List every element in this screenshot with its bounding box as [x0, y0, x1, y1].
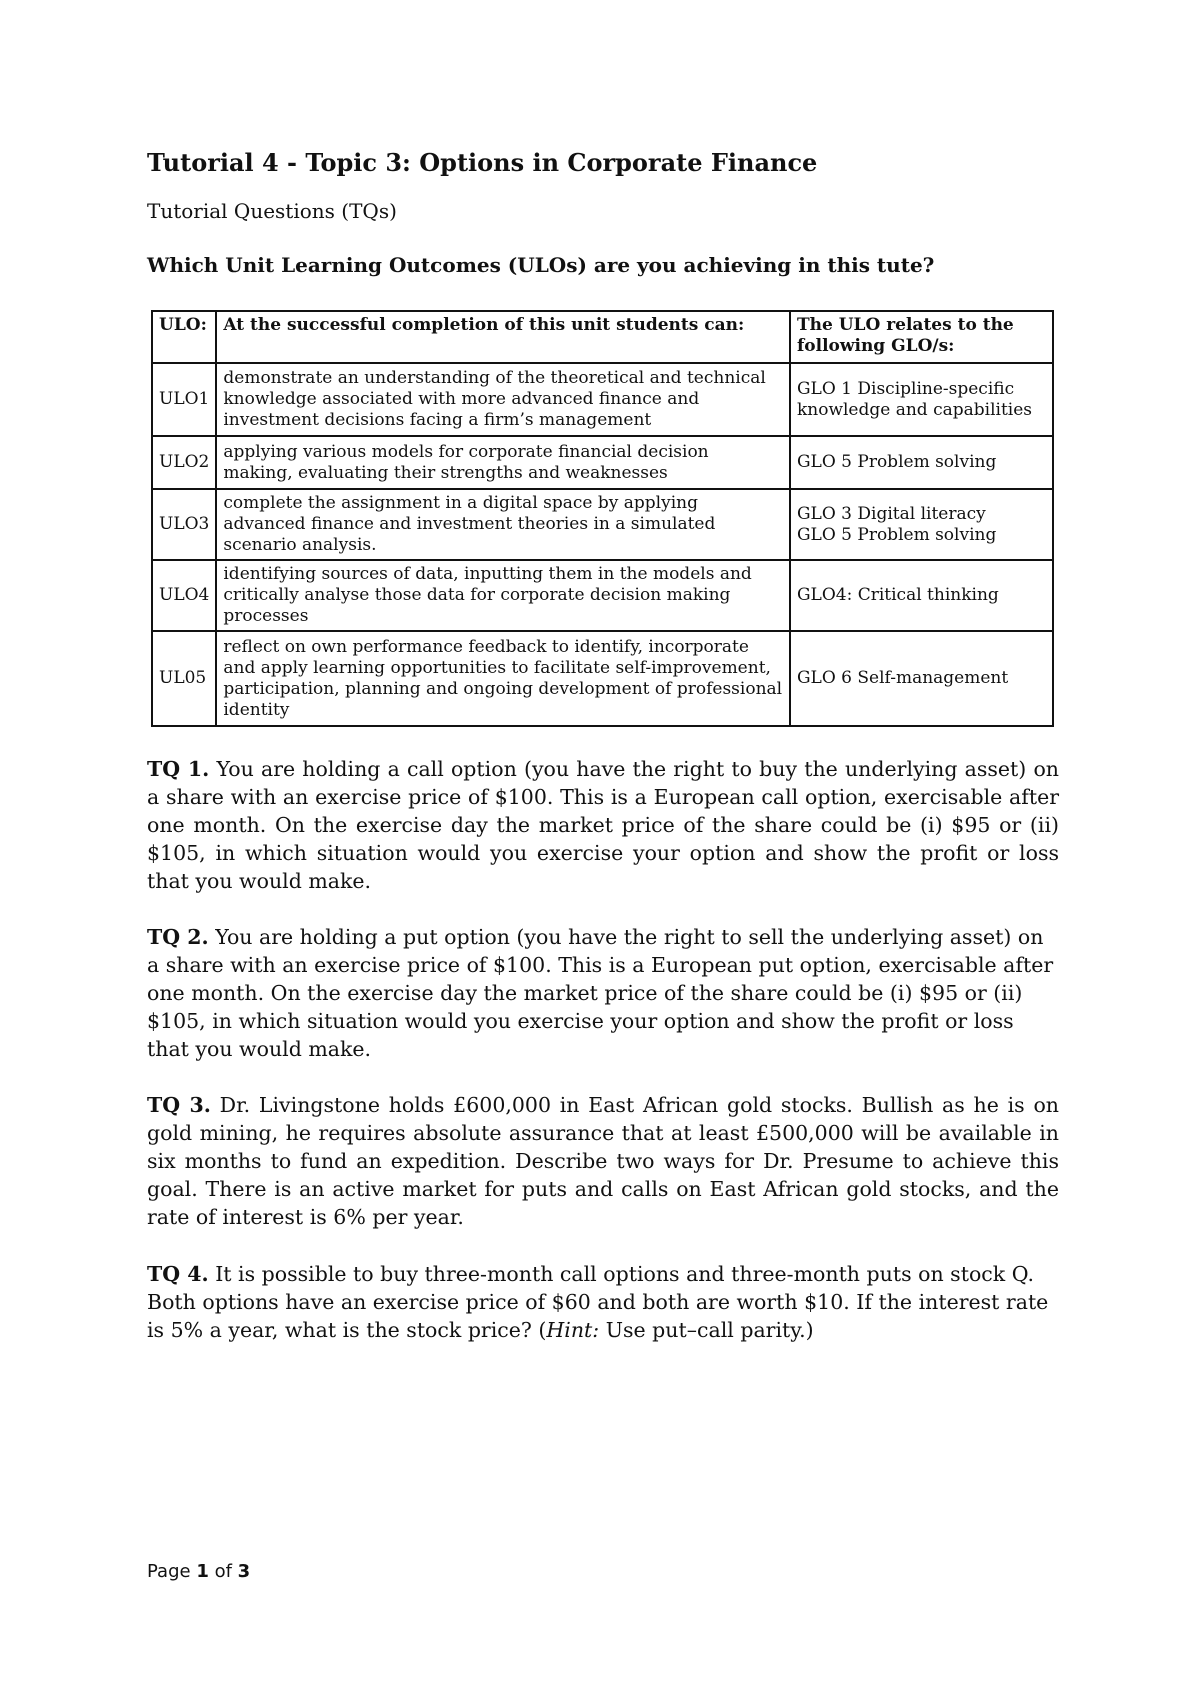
- ulo-description-header: At the successful completion of this unit students can:: [216, 311, 790, 363]
- question-label: TQ 3.: [147, 1093, 211, 1117]
- of-word: of: [214, 1561, 232, 1582]
- question-text: Dr. Livingstone holds £600,000 in East African gold stocks. Bullish as he is on gold mining, he requires absolute assurance that at least £500,000 will be available in six months to fund an expedition. Describe two ways for Dr. Presume to achieve this goal. There is an active market for puts and calls on East African gold stocks, and the rate of interest is 6% per year.: [147, 1093, 1059, 1229]
- ulo-code: ULO1: [152, 363, 216, 436]
- document-subtitle: Tutorial Questions (TQs): [147, 199, 397, 223]
- ulo-code: ULO2: [152, 436, 216, 489]
- ulo-row: [152, 489, 1053, 560]
- ulo-glo-cell: [790, 489, 1053, 560]
- ulo-code: UL05: [152, 631, 216, 726]
- ulo-glo: GLO4: Critical thinking: [796, 585, 999, 605]
- ulo-row: [152, 436, 1053, 489]
- tutorial-question-4: [147, 1260, 1059, 1344]
- ulo-row: [152, 363, 1053, 436]
- ulo-glo: GLO 5 Problem solving: [796, 524, 997, 545]
- ulo-table-header-row: [152, 311, 1053, 363]
- question-label: TQ 1.: [147, 757, 210, 781]
- ulo-row: [152, 560, 1053, 631]
- ulo-code-header: ULO:: [152, 311, 216, 363]
- ulo-description: complete the assignment in a digital space by applying advanced finance and investment theories in a simulated scenario analysis.: [216, 489, 790, 560]
- total-pages-number: 3: [237, 1561, 251, 1582]
- page-number-footer: [147, 1560, 250, 1584]
- ulo-code: ULO3: [152, 489, 216, 560]
- tutorial-question-2: [147, 923, 1059, 1063]
- question-label: TQ 2.: [147, 925, 209, 949]
- ulo-glo-cell: [790, 363, 1053, 436]
- ulo-description: demonstrate an understanding of the theoretical and technical knowledge associated with more advanced finance and investment decisions facing a firm’s management: [216, 363, 790, 436]
- tutorial-question-3: [147, 1091, 1059, 1231]
- ulo-description: identifying sources of data, inputting them in the models and critically analyse those data for corporate decision making processes: [216, 560, 790, 631]
- hint-label: Hint:: [546, 1318, 600, 1342]
- ulo-glo: GLO 3 Digital literacy: [796, 503, 986, 524]
- ulo-code: ULO4: [152, 560, 216, 631]
- ulo-description: reflect on own performance feedback to identify, incorporate and apply learning opportunities to facilitate self-improvement, participation, planning and ongoing development of professional identity: [216, 631, 790, 726]
- page-word: Page: [147, 1561, 191, 1582]
- ulo-glo-header: The ULO relates to the following GLO/s:: [790, 311, 1053, 363]
- ulo-glo: GLO 1 Discipline-specific knowledge and capabilities: [796, 378, 1033, 420]
- ulo-glo: GLO 5 Problem solving: [796, 452, 997, 472]
- document-title: Tutorial 4 - Topic 3: Options in Corporate Finance: [147, 148, 818, 177]
- question-label: TQ 4.: [147, 1262, 209, 1286]
- question-text: You are holding a put option (you have the right to sell the underlying asset) on a share with an exercise price of $100. This is a European put option, exercisable after one month. On the exercise day the market price of the share could be (i) $95 or (ii) $105, in which situation would you exercise your option and show the profit or loss that you would make.: [147, 925, 1054, 1061]
- ulo-row: [152, 631, 1053, 726]
- ulo-table: [151, 310, 1054, 727]
- ulo-glo-cell: [790, 560, 1053, 631]
- ulo-glo: GLO 6 Self-management: [796, 668, 1009, 688]
- ulo-glo-cell: [790, 631, 1053, 726]
- question-text: You are holding a call option (you have the right to buy the underlying asset) on a share with an exercise price of $100. This is a European call option, exercisable after one month. On the exercise day the market price of the share could be (i) $95 or (ii) $105, in which situation would you exercise your option and show the profit or loss that you would make.: [147, 757, 1059, 893]
- current-page-number: 1: [196, 1561, 209, 1582]
- question-text-end: Use put–call parity.): [599, 1318, 814, 1342]
- ulo-description: applying various models for corporate financial decision making, evaluating their strengths and weaknesses: [216, 436, 790, 489]
- ulo-question-heading: Which Unit Learning Outcomes (ULOs) are you achieving in this tute?: [147, 253, 935, 277]
- ulo-glo-cell: [790, 436, 1053, 489]
- tutorial-question-1: [147, 755, 1059, 895]
- question-text: It is possible to buy three-month call options and three-month puts on stock Q. Both options have an exercise price of $60 and both are worth $10. If the interest rate is 5% a year, what is the stock price? (: [147, 1262, 1049, 1342]
